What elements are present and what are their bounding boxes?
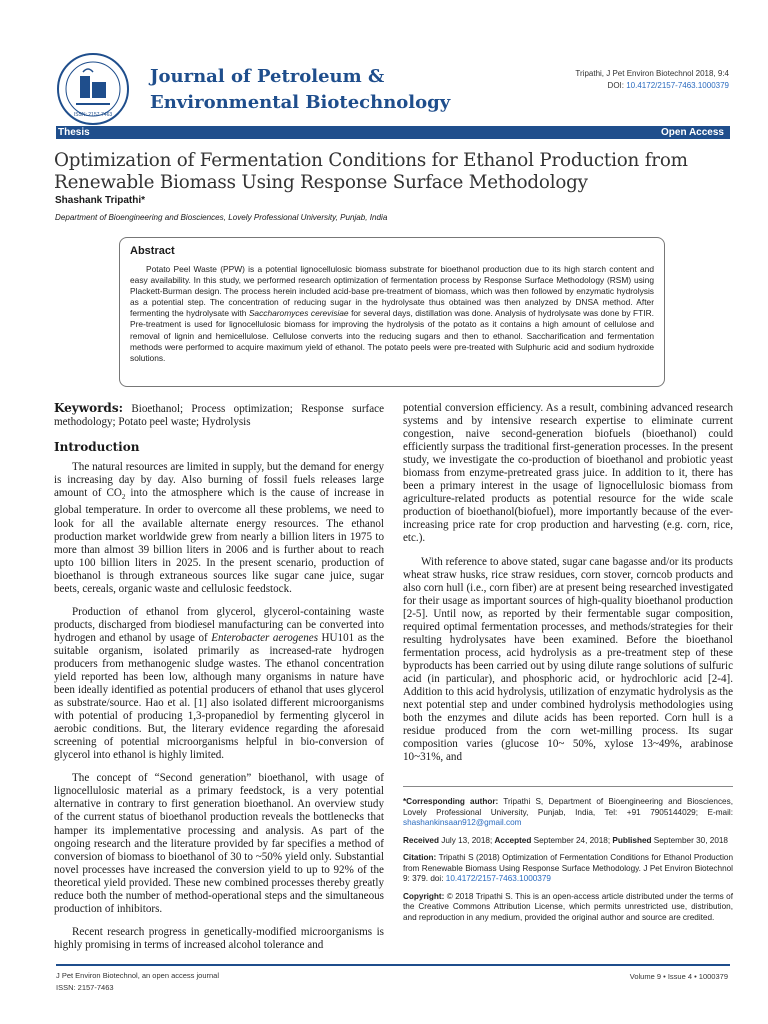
copyright-label: Copyright: <box>403 891 445 901</box>
published-label: Published <box>612 835 652 845</box>
logo-issn-text: ISSN: 2157-7463 <box>73 112 113 118</box>
journal-logo <box>56 52 130 126</box>
journal-title-line1: Journal of Petroleum & <box>150 66 385 87</box>
doi-label: DOI: <box>607 81 624 90</box>
intro-paragraph-3: The concept of “Second generation” bioethanol, with usage of lignocellulosic material as a primary feedstock, is a very potential alternative in contrary to first generation bioethanol. An overview study of the current status of bioethanol production reveals the bottlenecks that hamper its implementative processing and analysis. As part of the ongoing research and the literature provided by far specifies a method of conversion of biomass to bioethanol of 30 to ~50% yield only. Substantial novel processes have increased the conversion yield to up to 92% of the theoretical yield provided. These new combined processes thereby greatly reduce both the number of method-operational steps and the simultaneous production of inhibitors. <box>54 772 384 915</box>
abstract-box <box>119 237 665 387</box>
author-name: Shashank Tripathi* <box>55 195 146 206</box>
page-footer <box>56 964 730 994</box>
copyright <box>403 892 733 924</box>
article-title <box>54 150 734 194</box>
citation-label: Citation: <box>403 853 437 862</box>
received-date: July 13, 2018; <box>438 835 495 845</box>
journal-title-line2: Environmental Biotechnology <box>150 92 451 113</box>
intro-paragraph-4: Recent research progress in genetically-modified microorganisms is highly promising in terms of increased alcohol tolerance and <box>54 925 384 951</box>
citation-doi-link[interactable]: 10.4172/2157-7463.1000379 <box>445 874 551 883</box>
intro-paragraph-2 <box>54 606 384 763</box>
article-title-line1: Optimization of Fermentation Conditions for Ethanol Production from <box>54 150 688 171</box>
corr-text: Tripathi S, Department of Bioengineering and Biosciences, Lovely Professional University, Punjab, India, Tel: +91 7905144029; E-mail: <box>403 797 733 817</box>
article-type-band <box>56 126 730 139</box>
right-paragraph-1: potential conversion efficiency. As a result, combining advanced research systems and by intensive research expertise to eliminate current congestion, naive second-generation biofuels (bioethanol) could efficiently surpass the traditional first-generation processes. In the present study, we investigate the co-production of bioethanol and probiotic yeast biomass from enzyme-pretreated grass juice. In addition to it, there has been a primary interest in the usage of lignocellulosic biomass from agriculture-related products as potential resource for the wide scale production of bioethanol(biofuel), more importantly because of the ever-increasing price rate for crop production and harvesting (e.g. corn, rice, etc.). <box>403 402 733 545</box>
intro-p2-part2: HU101 as the suitable organism, isolated primarily as increased-rate hydrogen producers from methanogenic sludge wastes. The ethanol concentration yield reported has been low, although many organisms in nature have been ideally identified as potential producers of ethanol that uses glycerol as substrate/source. Hao et al. [1] also isolated different microorganisms with potential of producing 1,3-propanediol by fermenting glycerol in aerobic conditions. But, the literary evidence regarding the aforesaid screening of potential microorganisms helpful in bio-conversion of glycerol into ethanol is highly limited. <box>54 631 384 762</box>
article-type-label: Thesis <box>58 127 90 138</box>
abstract-text-part2: for several days, distillation was done. Analysis of hydrolysate was done by FTIR. Pre-treatment is used for lignocellulosic biomass for improving the hydrolysis of the potato as it contains a high amount of cellulose and removal of lignin and hemicellulose. Cellulose converts into the reducing sugars and then to ethanol. Saccharification and fermentation methods were performed to acquire maximum yield of ethanol. The potato peels were pre-treated with Sulphuric acid and sodium hydroxide solutions. <box>130 308 654 363</box>
corresponding-author <box>403 797 733 829</box>
footer-volume: Volume 9 • Issue 4 • 1000379 <box>629 972 728 981</box>
accepted-label: Accepted <box>494 835 532 845</box>
abstract-text <box>130 264 654 364</box>
received-label: Received <box>403 835 439 845</box>
doi-line <box>575 80 729 92</box>
abstract-text-part1: Potato Peel Waste (PPW) is a potential lignocellulosic biomass substrate for bioethanol production due to its high starch content and easy availability. In this study, we performed research optimization of fermentation process by Response Surface Methodology (RSM) using Plackett-Burman design. The process herein included acid-base pre-treatment of biomass, which was then followed by enzymatic hydrolysis as a potential step. The concentration of reducing sugar in the hydrolysate thus obtained was then analyzed by DNSA method. After fermenting the hydrolysate with <box>130 264 654 319</box>
citation-short: Tripathi, J Pet Environ Biotechnol 2018, 9:4 <box>575 69 729 78</box>
abstract-heading: Abstract <box>130 245 175 257</box>
email-link[interactable]: shashankinsaan912@gmail.com <box>403 818 522 827</box>
accepted-date: September 24, 2018; <box>531 835 613 845</box>
corr-label: *Corresponding author: <box>403 797 499 806</box>
co2-subscript: 2 <box>121 493 126 502</box>
abstract-organism: Saccharomyces cerevisiae <box>248 308 349 319</box>
keywords-text: Bioethanol; Process optimization; Response surface methodology; Potato peel waste; Hydrolysis <box>54 403 384 429</box>
intro-organism: Enterobacter aerogenes <box>211 631 319 644</box>
citation <box>403 853 733 885</box>
header-citation <box>575 68 729 92</box>
keywords-label: Keywords: <box>54 401 124 415</box>
journal-title <box>150 64 450 116</box>
dates <box>403 836 733 847</box>
intro-p2-part1: Production of ethanol from glycerol, glycerol-containing waste products, discharged from biodiesel manufacturing can be converted into hydrogen and ethanol by usage of <box>54 605 384 644</box>
footer-issn: ISSN: 2157-7463 <box>56 983 114 992</box>
doi-link[interactable]: 10.4172/2157-7463.1000379 <box>626 81 729 90</box>
left-column <box>54 402 384 962</box>
right-column <box>403 402 733 774</box>
introduction-heading: Introduction <box>54 440 140 455</box>
footer-journal: J Pet Environ Biotechnol, an open access journal <box>56 971 220 980</box>
published-date: September 30, 2018 <box>651 835 728 845</box>
open-access-label: Open Access <box>661 127 724 138</box>
intro-p1-part1: The natural resources are limited in supply, but the demand for energy is increasing day by day. Also burning of fossil fuels releases large amount of CO <box>54 461 384 500</box>
footnote-block <box>403 786 733 930</box>
author-affiliation: Department of Bioengineering and Biosciences, Lovely Professional University, Punjab, India <box>55 213 388 222</box>
logo-seal-icon <box>56 52 130 126</box>
citation-text: Tripathi S (2018) Optimization of Fermentation Conditions for Ethanol Production from Renewable Biomass Using Response Surface Methodology. J Pet Environ Biotechnol 9: 379. doi: <box>403 853 733 883</box>
right-paragraph-2: With reference to above stated, sugar cane bagasse and/or its products wheat straw husks, rice straw residues, corn stover, corncob products and also corn hull (i.e., corn fiber) are at present being researched investigated for their usage as important sources of high-quality bioethanol production [2-5]. Until now, as reported by their fermentable sugar composition, required optimal fermentation processes, and methods/strategies for their resulting hydrolysates have been examined. Before the bioethanol fermentation process, acid hydrolysis as a pre-treatment step of these byproducts has been carried out by using dilute range solutions of sulfuric acid (in particular), and phosphoric acid, or hydrochloric acid [2-4]. Addition to this acid hydrolysis, utilization of enzymatic hydrolysis as the next potential step and under combined hydrolysis methodologies using both the enzymes and dilute acids has been reported. Corn hull is a residue produced from the corn wet-milling process. Its sugar composition varies (glucose 10~ 50%, xylose 13~49%, arabinose 10~31%, and <box>403 555 733 764</box>
intro-p1-part2: into the atmosphere which is the cause of increase in global temperature. In order to overcome all these problems, we need to look for all the available alternate energy resources. The ethanol production market worldwide grew from nearly a billion liters in 1975 to more than almost 39 billion liters in 2006 and is further about to reach upto 100 billion liters in 2025. In the present scenario, production of bioethanol is through extraneous sources like sugar cane juice, sugar beets, cereals, organic waste and cellulosic feedstock. <box>54 487 384 595</box>
keywords <box>54 402 384 429</box>
intro-paragraph-1 <box>54 461 384 596</box>
copyright-text: © 2018 Tripathi S. This is an open-access article distributed under the terms of the Creative Commons Attribution License, which permits unrestricted use, distribution, and reproduction in any medium, provided the original author and source are credited. <box>403 891 733 922</box>
article-title-line2: Renewable Biomass Using Response Surface Methodology <box>54 172 588 193</box>
